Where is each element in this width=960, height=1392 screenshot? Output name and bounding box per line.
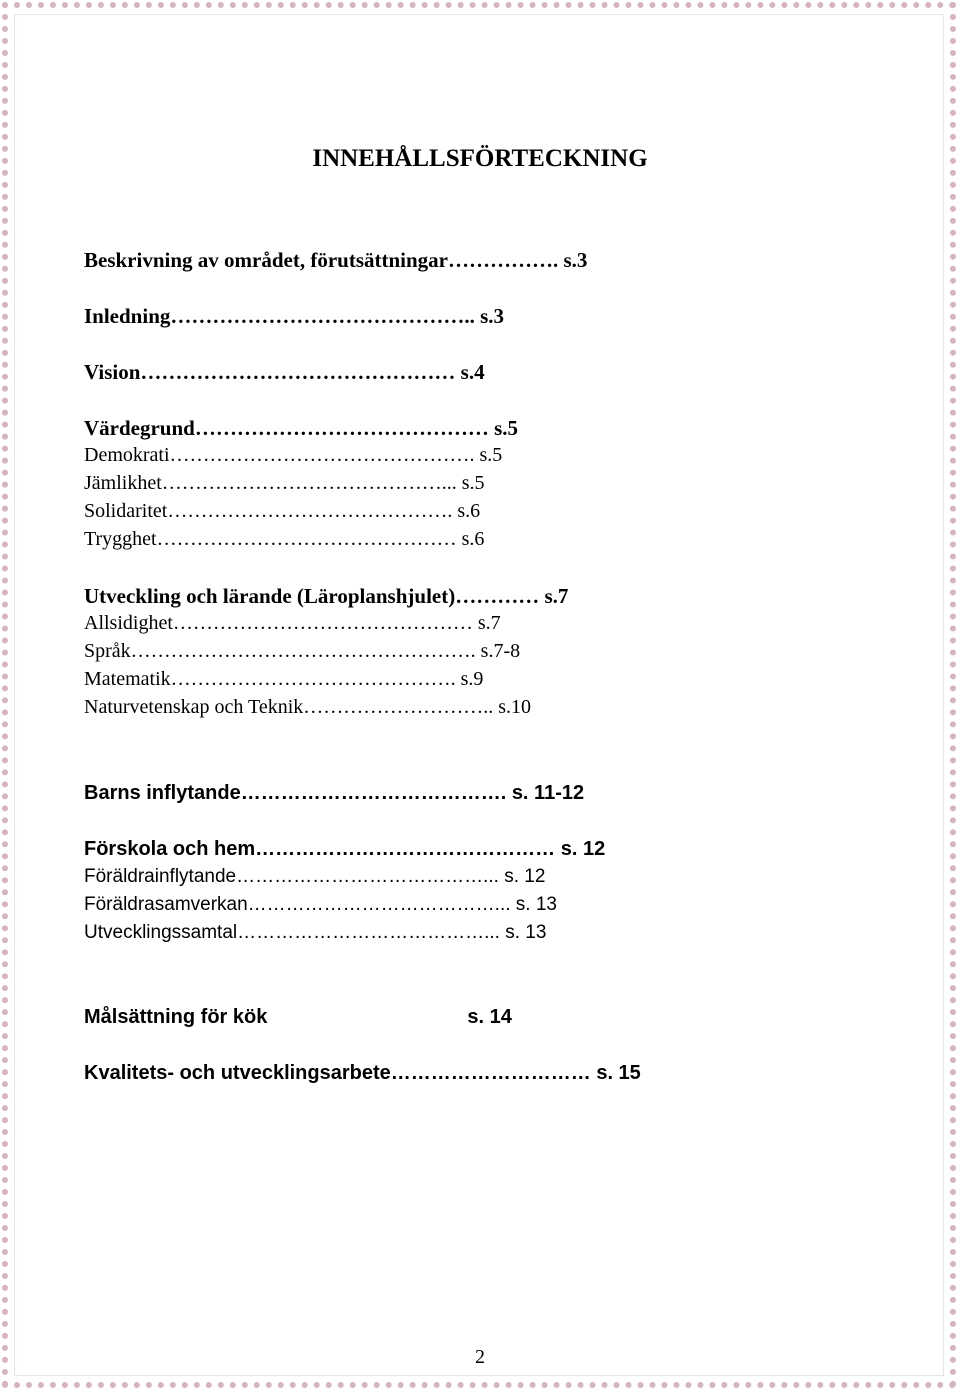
toc-subentry: Jämlikhet……………………………………... s.5 bbox=[84, 472, 485, 494]
toc-entry: Målsättning för kök s. 14 bbox=[84, 1006, 512, 1028]
toc-subentry: Allsidighet……………………………………… s.7 bbox=[84, 612, 501, 634]
toc-subentry: Naturvetenskap och Teknik……………………….. s.10 bbox=[84, 696, 532, 718]
toc-subentry: Trygghet……………………………………… s.6 bbox=[84, 528, 485, 550]
toc-subentry: Föräldrasamverkan…………………………………... s. 13 bbox=[84, 894, 557, 915]
toc-subentry: Utvecklingssamtal…………………………………... s. 13 bbox=[84, 922, 547, 943]
page-number: 2 bbox=[475, 1346, 485, 1368]
toc-entry: Utveckling och lärande (Läroplanshjulet)………… s.7 bbox=[84, 584, 569, 608]
toc-entry: Inledning…………………………………….. s.3 bbox=[84, 304, 505, 328]
toc-entry: Kvalitets- och utvecklingsarbete………………………… s. 15 bbox=[84, 1062, 641, 1084]
toc-subentry: Solidaritet……………………………………. s.6 bbox=[84, 500, 481, 522]
decorative-border-inner bbox=[14, 14, 944, 1376]
page-title: INNEHÅLLSFÖRTECKNING bbox=[312, 145, 648, 172]
toc-entry: Barns inflytande…………………………………. s. 11-12 bbox=[84, 782, 585, 804]
toc-entry: Beskrivning av området, förutsättningar……………. s.3 bbox=[84, 248, 588, 272]
toc-subentry: Föräldrainflytande…………………………………... s. 12 bbox=[84, 866, 546, 887]
toc-subentry: Demokrati………………………………………. s.5 bbox=[84, 444, 503, 466]
toc-subentry: Matematik……………………………………. s.9 bbox=[84, 668, 484, 690]
toc-entry: Vision……………………………………… s.4 bbox=[84, 360, 485, 384]
toc-subentry: Språk……………………………………………. s.7-8 bbox=[84, 640, 521, 662]
toc-entry: Värdegrund…………………………………… s.5 bbox=[84, 416, 519, 440]
toc-entry: Förskola och hem……………………………………… s. 12 bbox=[84, 838, 606, 860]
